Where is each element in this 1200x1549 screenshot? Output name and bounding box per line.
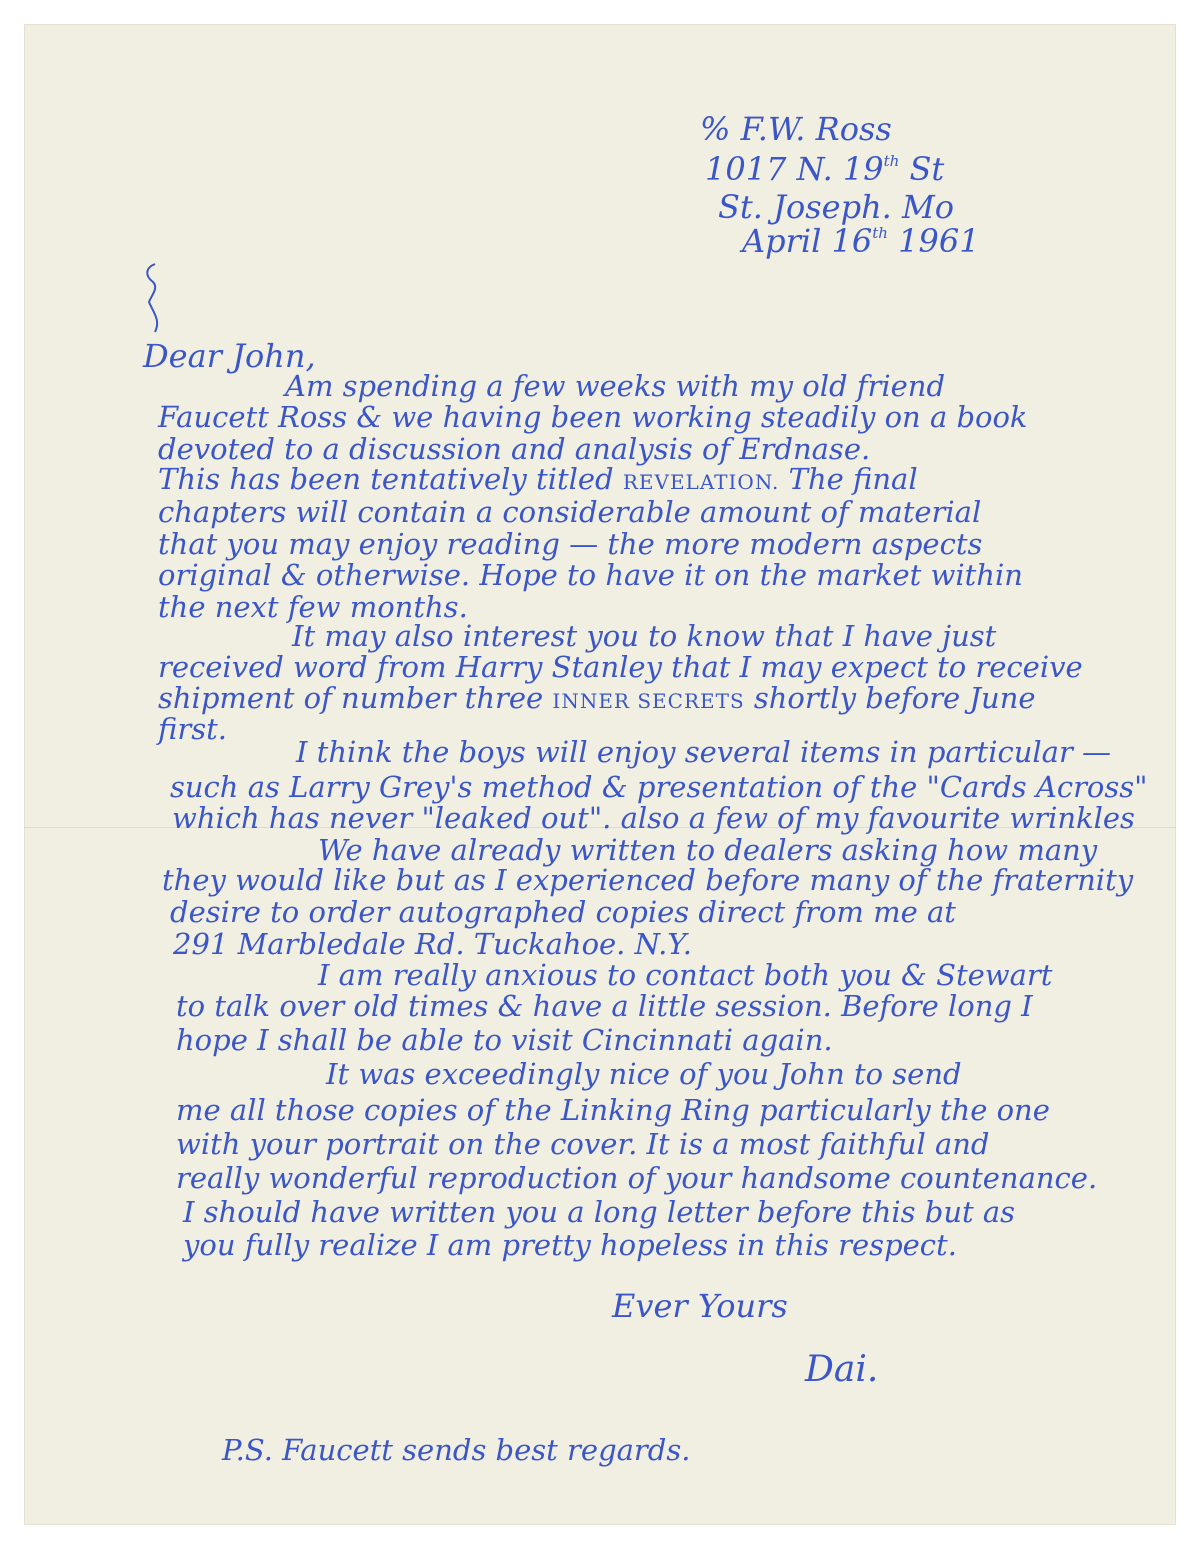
body-text: This has been tentatively titled (158, 462, 614, 496)
date-year: 1961 (887, 222, 980, 260)
body-line: with your portrait on the cover. It is a most faithful and (176, 1127, 990, 1161)
address-street-end: St (899, 150, 945, 188)
body-line: I am really anxious to contact both you & Stewart (318, 958, 1053, 992)
body-line: hope I shall be able to visit Cincinnati again. (176, 1023, 833, 1057)
body-line: they would like but as I experienced before many of the fraternity (162, 863, 1134, 897)
closing: Ever Yours (612, 1287, 788, 1325)
book-title-revelation: REVELATION. (622, 470, 780, 494)
address-street: 1017 N. 19 (705, 150, 884, 188)
body-line: really wonderful reproduction of your handsome countenance. (176, 1161, 1098, 1195)
body-text: shipment of number three (158, 681, 544, 715)
body-line: It was exceedingly nice of you John to send (326, 1057, 962, 1091)
body-line (158, 681, 1036, 715)
date-day: April 16 (742, 222, 873, 260)
body-line: received word from Harry Stanley that I may expect to receive (158, 650, 1083, 684)
body-line: We have already written to dealers asking how many (318, 833, 1098, 867)
body-line: the next few months. (158, 590, 468, 624)
body-line: Am spending a few weeks with my old friend (285, 369, 946, 403)
body-line: It may also interest you to know that I have just (292, 619, 997, 653)
body-line: that you may enjoy reading — the more modern aspects (158, 527, 983, 561)
signature: Dai. (805, 1349, 879, 1390)
body-line: desire to order autographed copies direct from me at (170, 895, 956, 929)
body-line: such as Larry Grey's method & presentation of the "Cards Across" (170, 770, 1148, 804)
body-line: 291 Marbledale Rd. Tuckahoe. N.Y. (173, 927, 692, 961)
body-text: shortly before June (753, 681, 1036, 715)
body-line: I think the boys will enjoy several items in particular — (296, 735, 1112, 769)
body-line: you fully realize I am pretty hopeless in this respect. (183, 1228, 957, 1262)
date-day-suffix: th (872, 224, 888, 242)
body-line: me all those copies of the Linking Ring particularly the one (176, 1093, 1050, 1127)
address-street-suffix: th (883, 152, 900, 170)
body-line: chapters will contain a considerable amount of material (158, 495, 982, 529)
salutation: Dear John, (143, 337, 316, 375)
book-title-inner-secrets: INNER SECRETS (552, 689, 745, 713)
body-line: devoted to a discussion and analysis of Erdnase. (158, 432, 871, 466)
body-line: first. (158, 712, 227, 746)
postscript: P.S. Faucett sends best regards. (222, 1433, 691, 1467)
body-line (158, 462, 918, 496)
letter-date (742, 222, 980, 260)
body-line: Faucett Ross & we having been working steadily on a book (158, 400, 1028, 434)
body-text: The final (788, 462, 918, 496)
body-line: to talk over old times & have a little session. Before long I (176, 989, 1033, 1023)
address-line-2 (705, 150, 945, 188)
body-line: original & otherwise. Hope to have it on the market within (158, 558, 1023, 592)
pen-bracket-mark (141, 262, 171, 334)
body-line: which has never "leaked out". also a few of my favourite wrinkles (172, 801, 1135, 835)
body-line: I should have written you a long letter before this but as (183, 1195, 1016, 1229)
address-line-3: St. Joseph. Mo (718, 188, 955, 226)
address-line-1: % F.W. Ross (700, 110, 892, 148)
